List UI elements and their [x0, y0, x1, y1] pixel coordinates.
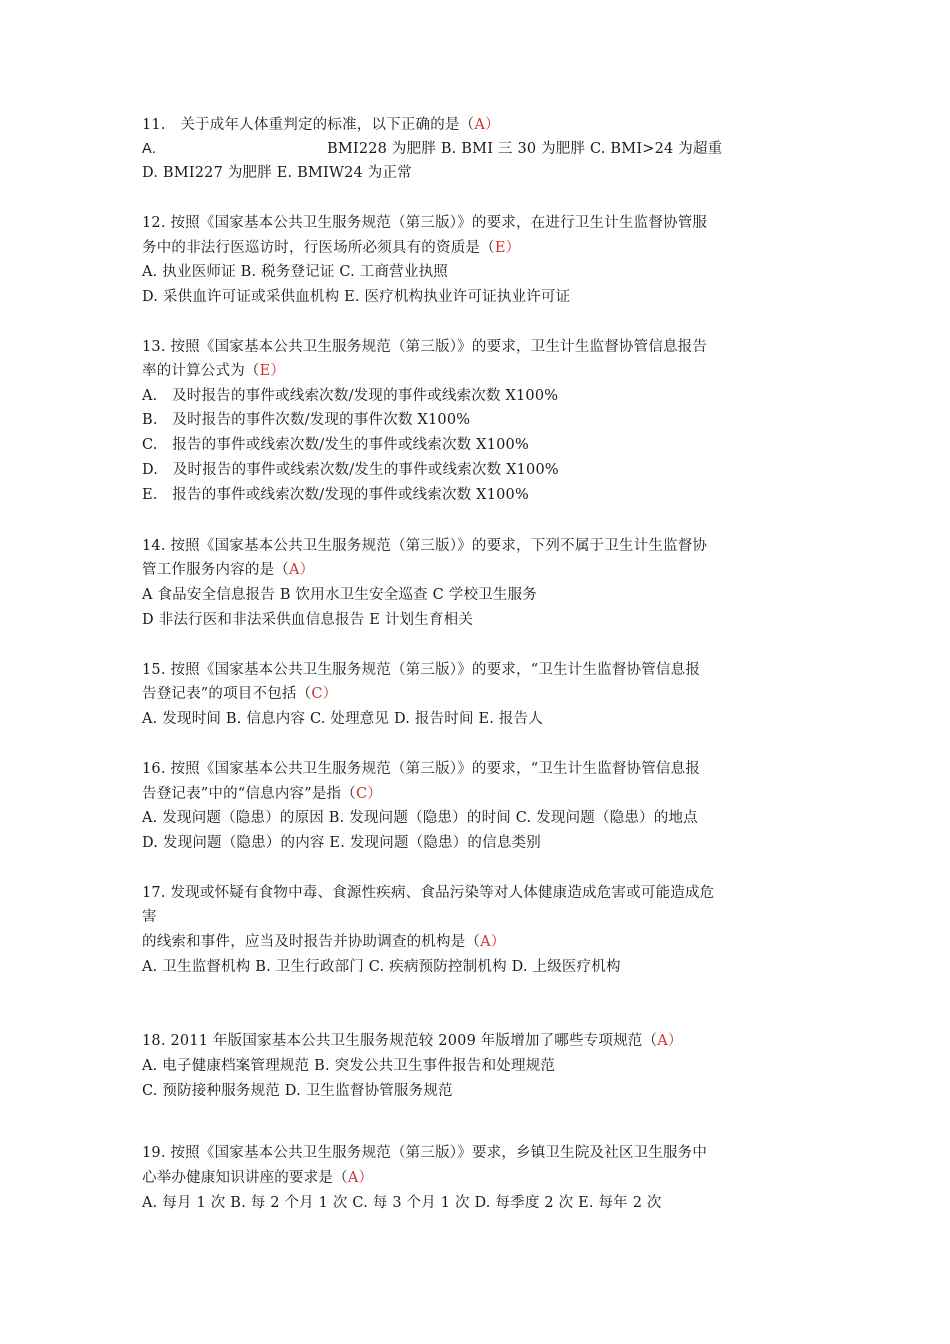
q17-line-3: 的线索和事件，应当及时报告并协助调查的机构是（A）	[142, 934, 506, 950]
q17-line-1: 17. 发现或怀疑有食物中毒、食源性疾病、食品污染等对人体健康造成危害或可能造成危	[142, 885, 715, 901]
q17-line-4: A. 卫生监督机构 B. 卫生行政部门 C. 疾病预防控制机构 D. 上级医疗机构	[142, 959, 621, 975]
q19-line-3: A. 每月 1 次 B. 每 2 个月 1 次 C. 每 3 个月 1 次 D. 每季度 2 次 E. 每年 2 次	[142, 1195, 662, 1211]
q12-answer: E	[494, 240, 506, 256]
q15-answer: C	[311, 686, 323, 702]
q12-line-1: 12. 按照《国家基本公共卫生服务规范（第三版）》的要求，在进行卫生计生监督协管服	[142, 215, 708, 231]
q11-line-2: A. BMI228 为肥胖 B. BMI 三 30 为肥胖 C. BMI>24 为超重	[142, 141, 723, 157]
q16-line-4: D. 发现问题（隐患）的内容 E. 发现问题（隐患）的信息类别	[142, 835, 541, 851]
q14-line-1: 14. 按照《国家基本公共卫生服务规范（第三版）》的要求，下列不属于卫生计生监督协	[142, 538, 708, 554]
q13-line-5: C. 报告的事件或线索次数/发生的事件或线索次数 X100%	[142, 437, 529, 453]
q14-line-4: D 非法行医和非法采供血信息报告 E 计划生育相关	[142, 612, 474, 628]
q14-line-2: 管工作服务内容的是（A）	[142, 562, 315, 578]
q13-line-3: A. 及时报告的事件或线索次数/发现的事件或线索次数 X100%	[142, 388, 559, 404]
q14-answer: A	[289, 562, 300, 578]
q18-line-3: C. 预防接种服务规范 D. 卫生监督协管服务规范	[142, 1083, 453, 1099]
q11-answer: A	[474, 117, 486, 133]
q19-line-2: 心举办健康知识讲座的要求是（A）	[142, 1170, 374, 1186]
q15-line-1: 15. 按照《国家基本公共卫生服务规范（第三版）》的要求，“卫生计生监督协管信息报	[142, 662, 701, 678]
q13-line-7: E. 报告的事件或线索次数/发现的事件或线索次数 X100%	[142, 487, 529, 503]
q16-line-1: 16. 按照《国家基本公共卫生服务规范（第三版）》的要求，“卫生计生监督协管信息报	[142, 761, 701, 777]
q12-line-3: A. 执业医师证 B. 税务登记证 C. 工商营业执照	[142, 264, 448, 280]
q14-line-3: A 食品安全信息报告 B 饮用水卫生安全巡查 C 学校卫生服务	[142, 587, 537, 603]
q11-line-3: D. BMI227 为肥胖 E. BMIW24 为正常	[142, 165, 412, 181]
q18-answer: A	[657, 1033, 668, 1049]
q13-line-2: 率的计算公式为（E）	[142, 363, 286, 379]
q12-line-4: D. 采供血许可证或采供血机构 E. 医疗机构执业许可证执业许可证	[142, 289, 571, 305]
q11-line-1: 11. 关于成年人体重判定的标准，以下正确的是（A）	[142, 117, 500, 133]
q13-answer: E	[259, 363, 271, 379]
q13-line-6: D. 及时报告的事件或线索次数/发生的事件或线索次数 X100%	[142, 462, 559, 478]
q12-line-2: 务中的非法行医巡访时，行医场所必须具有的资质是（E）	[142, 240, 521, 256]
q13-line-1: 13. 按照《国家基本公共卫生服务规范（第三版）》的要求，卫生计生监督协管信息报告	[142, 339, 708, 355]
q18-line-1: 18. 2011 年版国家基本公共卫生服务规范较 2009 年版增加了哪些专项规范（A）	[142, 1033, 683, 1049]
q19-answer: A	[347, 1170, 359, 1186]
q19-line-1: 19. 按照《国家基本公共卫生服务规范（第三版）》要求，乡镇卫生院及社区卫生服务中	[142, 1145, 708, 1161]
q16-line-3: A. 发现问题（隐患）的原因 B. 发现问题（隐患）的时间 C. 发现问题（隐患）的地点	[142, 810, 698, 826]
q15-line-3: A. 发现时间 B. 信息内容 C. 处理意见 D. 报告时间 E. 报告人	[142, 711, 544, 727]
q13-line-4: B. 及时报告的事件次数/发现的事件次数 X100%	[142, 412, 471, 428]
q17-line-2: 害	[142, 909, 157, 925]
q18-line-2: A. 电子健康档案管理规范 B. 突发公共卫生事件报告和处理规范	[142, 1058, 556, 1074]
q15-line-2: 告登记表”的项目不包括（C）	[142, 686, 338, 702]
q17-answer: A	[480, 934, 491, 950]
q16-line-2: 告登记表”中的“信息内容”是指（C）	[142, 786, 382, 802]
q16-answer: C	[355, 786, 368, 802]
